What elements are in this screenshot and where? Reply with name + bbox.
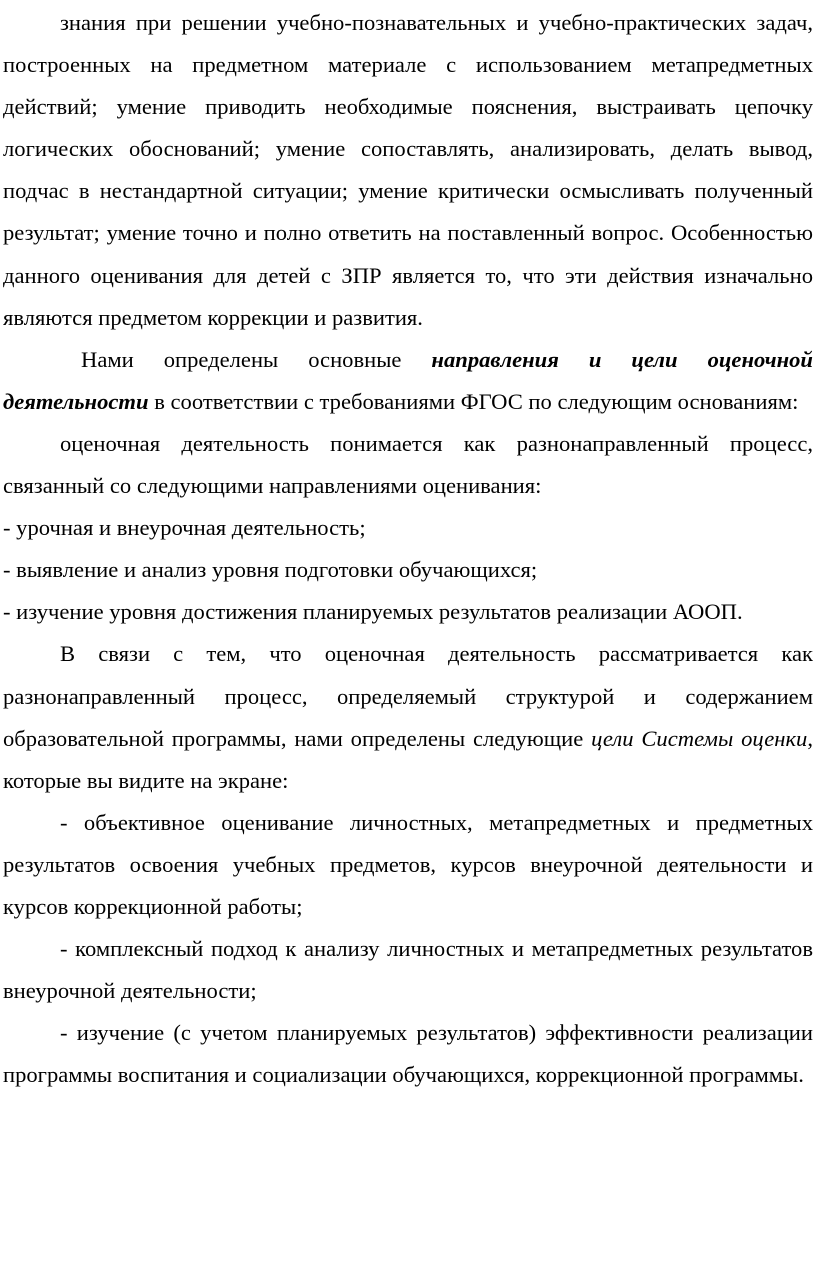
list-item-direction-1: - урочная и внеурочная деятельность; <box>3 515 366 541</box>
paragraph-process-definition: оценочная деятельность понимается как разнонаправленный процесс, связанный со следующими направлениями оценивания: <box>3 430 813 499</box>
goals-outro-text: , которые вы видите на экране: <box>3 725 813 793</box>
list-item-direction-3: - изучение уровня достижения планируемых результатов реализации АООП. <box>3 599 743 625</box>
list-item-direction-2: - выявление и анализ уровня подготовки обучающихся; <box>3 557 538 583</box>
directions-emphasis: направления и цели оценочной деятельности <box>3 346 813 414</box>
goals-intro-text: В связи с тем, что оценочная деятельность рассматривается как разнонаправленный процесс, определяемый структурой и содержанием образовательной программы, нами определены следующие <box>3 641 813 751</box>
directions-outro-text: в соответствии с требованиями ФГОС по следующим основаниям: <box>148 388 799 414</box>
list-item-goal-2: - комплексный подход к анализу личностных и метапредметных результатов внеурочной деятельности; <box>3 936 813 1004</box>
paragraph-directions-intro <box>3 339 813 423</box>
list-item-goal-3: - изучение (с учетом планируемых результатов) эффективности реализации программы воспитания и социализации обучающихся, коррекционной программы. <box>3 1020 813 1088</box>
document-body <box>3 2 813 1096</box>
directions-intro-text: Нами определены основные <box>81 346 432 372</box>
paragraph-assessment-skills: знания при решении учебно-познавательных и учебно-практических задач, построенных на предметном материале с использованием метапредметных действий; умение приводить необходимые пояснения, выстраивать цепочку логических обоснований; умение сопоставлять, анализировать, делать вывод, подчас в нестандартной ситуации; умение критически осмысливать полученный результат; умение точно и полно ответить на поставленный вопрос. Особенностью данного оценивания для детей с ЗПР является то, что эти действия изначально являются предметом коррекции и развития. <box>3 10 813 330</box>
list-item-goal-1: - объективное оценивание личностных, метапредметных и предметных результатов освоения учебных предметов, курсов внеурочной деятельности и курсов коррекционной работы; <box>3 809 813 919</box>
paragraph-goals-intro <box>3 633 813 801</box>
goals-emphasis: цели Системы оценки <box>591 725 808 751</box>
